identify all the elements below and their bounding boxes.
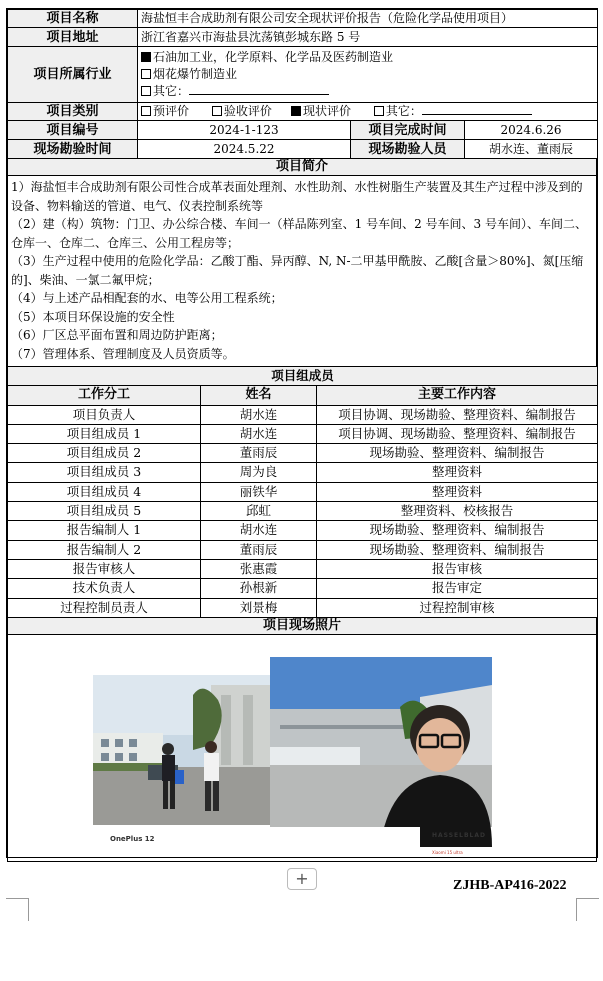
page-corner-mark: [576, 898, 599, 921]
intro-line: （3）生产过程中使用的危险化学品：乙酸丁酯、异丙醇、N, N-二甲基甲酰胺、乙酸[含量＞80%]、氮[压缩的]、柴油、一氯二氟甲烷；: [11, 254, 584, 287]
team-row: [8, 463, 598, 482]
project-address-value: 浙江省嘉兴市海盐县沈荡镇彭城东路 5 号: [138, 28, 598, 47]
team-work-cell: 现场勘验、整理资料、编制报告: [317, 521, 598, 540]
team-role-cell: 项目组成员 1: [8, 424, 201, 443]
team-row: [8, 482, 598, 501]
intro-line: （4）与上述产品相配套的水、电等公用工程系统；: [11, 291, 283, 305]
add-page-button[interactable]: +: [287, 868, 317, 890]
intro-table: [7, 158, 597, 367]
team-name-cell: 胡水连: [201, 424, 317, 443]
info-table: [7, 9, 598, 159]
evaluation-form: [6, 8, 598, 858]
checkbox-checked-icon: [141, 52, 151, 62]
industry-option-fireworks[interactable]: 烟花爆竹制造业: [141, 66, 594, 83]
project-number-label: 项目编号: [8, 121, 138, 140]
project-name-value: 海盐恒丰合成助剂有限公司安全现状评价报告（危险化学品使用项目）: [138, 10, 598, 28]
team-work-cell: 报告审定: [317, 579, 598, 598]
project-name-label: 项目名称: [8, 10, 138, 28]
team-role-cell: 项目组成员 3: [8, 463, 201, 482]
project-number-value: 2024-1-123: [138, 121, 351, 140]
survey-time-label: 现场勘验时间: [8, 140, 138, 159]
team-name-cell: 孙根新: [201, 579, 317, 598]
col-header-role: 工作分工: [8, 386, 201, 405]
team-role-cell: 项目组成员 2: [8, 444, 201, 463]
survey-time-value: 2024.5.22: [138, 140, 351, 159]
team-name-cell: 邱虹: [201, 502, 317, 521]
team-title: 项目组成员: [8, 367, 598, 386]
checkbox-empty-icon: [141, 69, 151, 79]
page-corner-mark: [6, 898, 29, 921]
team-role-cell: 项目组成员 4: [8, 482, 201, 501]
industry-label: 项目所属行业: [8, 47, 138, 103]
project-type-label: 项目类别: [8, 103, 138, 121]
team-role-cell: 报告编制人 1: [8, 521, 201, 540]
team-name-cell: 胡水连: [201, 405, 317, 424]
team-name-cell: 周为良: [201, 463, 317, 482]
type-option-acceptance[interactable]: 验收评价: [212, 104, 272, 118]
type-option-current[interactable]: 现状评价: [291, 104, 351, 118]
team-name-cell: 董雨辰: [201, 540, 317, 559]
team-row: [8, 579, 598, 598]
team-row: [8, 521, 598, 540]
team-name-cell: 刘景梅: [201, 598, 317, 617]
team-row: [8, 598, 598, 617]
team-row: [8, 502, 598, 521]
team-table: [7, 366, 598, 618]
team-role-cell: 技术负责人: [8, 579, 201, 598]
site-photo-2: [270, 657, 492, 847]
intro-line: 1）海盐恒丰合成助剂有限公司性合成革表面处理剂、水性助剂、水性树脂生产装置及其生产过程中涉及到的设备、物料输送的管道、电气、仪表控制系统等: [11, 180, 583, 213]
team-work-cell: 项目协调、现场勘验、整理资料、编制报告: [317, 424, 598, 443]
team-role-cell: 报告编制人 2: [8, 540, 201, 559]
project-type-options: [138, 103, 598, 121]
checkbox-empty-icon: [212, 106, 222, 116]
survey-staff-label: 现场勘验人员: [351, 140, 465, 159]
team-role-cell: 报告审核人: [8, 559, 201, 578]
team-work-cell: 现场勘验、整理资料、编制报告: [317, 540, 598, 559]
type-option-other[interactable]: 其它：: [374, 104, 532, 118]
team-role-cell: 项目负责人: [8, 405, 201, 424]
checkbox-empty-icon: [141, 86, 151, 96]
team-work-cell: 现场勘验、整理资料、编制报告: [317, 444, 598, 463]
team-row: [8, 444, 598, 463]
team-work-cell: 整理资料: [317, 463, 598, 482]
team-row: [8, 540, 598, 559]
col-header-work: 主要工作内容: [317, 386, 598, 405]
photo-table: [7, 617, 597, 862]
intro-line: （2）建（构）筑物：门卫、办公综合楼、车间一（样品陈列室、1 号车间、2 号车间、3 号车间）、车间二、仓库一、仓库二、仓库三、公用工程房等；: [11, 217, 587, 250]
blank-underline: [422, 103, 532, 115]
finish-time-value: 2024.6.26: [465, 121, 598, 140]
intro-line: （6）厂区总平面布置和周边防护距离；: [11, 328, 223, 342]
intro-line: （5）本项目环保设施的安全性: [11, 309, 175, 324]
team-name-cell: 董雨辰: [201, 444, 317, 463]
photo-area: [8, 635, 596, 861]
industry-options: [138, 47, 598, 103]
team-role-cell: 过程控制员责人: [8, 598, 201, 617]
type-option-pre[interactable]: 预评价: [141, 104, 189, 118]
checkbox-empty-icon: [374, 106, 384, 116]
project-address-label: 项目地址: [8, 28, 138, 47]
col-header-name: 姓名: [201, 386, 317, 405]
team-name-cell: 丽铁华: [201, 482, 317, 501]
team-work-cell: 项目协调、现场勘验、整理资料、编制报告: [317, 405, 598, 424]
team-row: [8, 424, 598, 443]
intro-title: 项目简介: [8, 159, 597, 176]
intro-line: （7）管理体系、管理制度及人员资质等。: [11, 346, 235, 361]
industry-option-chemical[interactable]: 石油加工业，化学原料、化学品及医药制造业: [141, 49, 594, 66]
industry-option-other[interactable]: 其它：: [141, 83, 594, 100]
photos-title: 项目现场照片: [8, 617, 597, 634]
team-row: [8, 559, 598, 578]
checkbox-empty-icon: [141, 106, 151, 116]
site-photo-1: [93, 675, 271, 825]
team-row: [8, 405, 598, 424]
blank-underline: [189, 83, 329, 95]
document-number: ZJHB-AP416-2022: [453, 878, 567, 893]
team-work-cell: 过程控制审核: [317, 598, 598, 617]
photo1-caption: OnePlus 12: [110, 834, 155, 843]
team-name-cell: 胡水连: [201, 521, 317, 540]
team-work-cell: 整理资料: [317, 482, 598, 501]
photo2-caption: HASSELBLAD Xiaomi 15 ultra: [432, 831, 486, 855]
team-role-cell: 项目组成员 5: [8, 502, 201, 521]
team-work-cell: 整理资料、校核报告: [317, 502, 598, 521]
team-work-cell: 报告审核: [317, 559, 598, 578]
team-name-cell: 张惠霞: [201, 559, 317, 578]
checkbox-checked-icon: [291, 106, 301, 116]
finish-time-label: 项目完成时间: [351, 121, 465, 140]
survey-staff-value: 胡水连、董雨辰: [465, 140, 598, 159]
intro-body: [8, 176, 597, 367]
